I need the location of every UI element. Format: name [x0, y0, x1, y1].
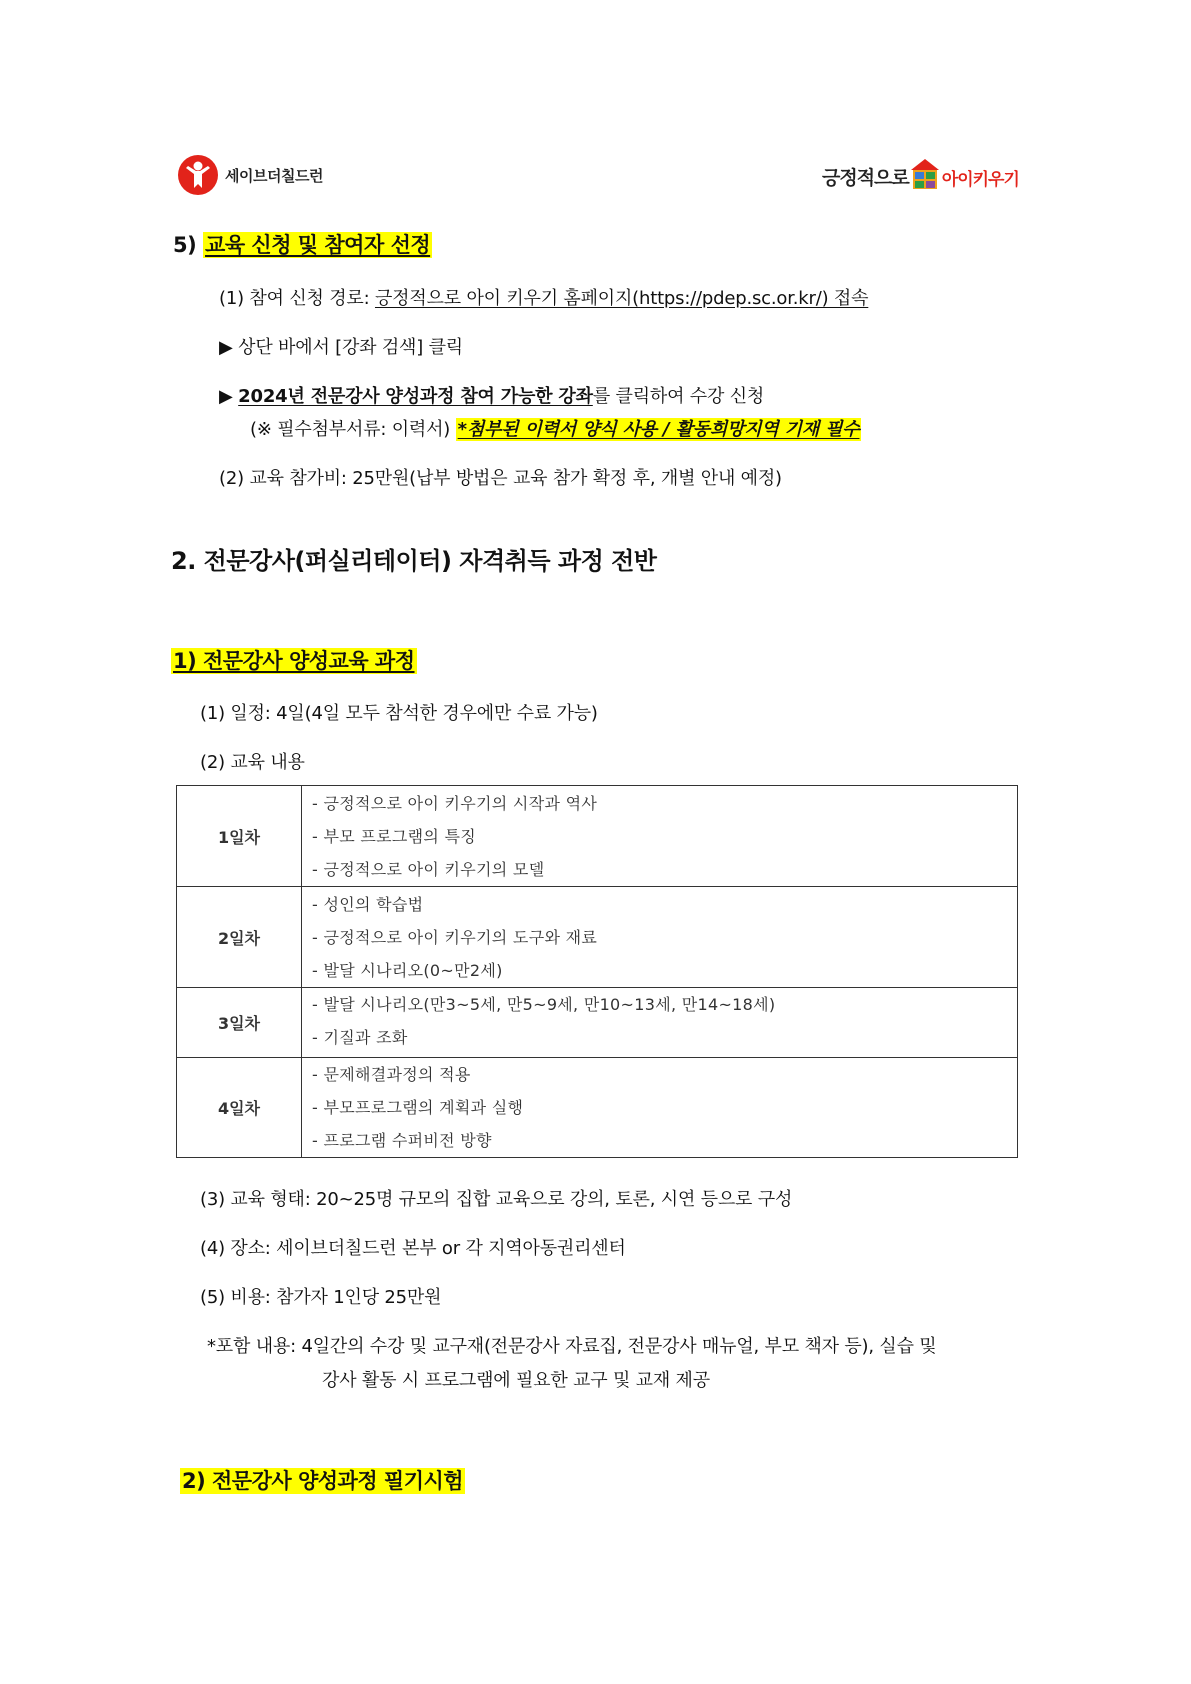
- step-apply-course: [219, 382, 764, 408]
- training-cost: (5) 비용: 참가자 1인당 25만원: [200, 1287, 442, 1308]
- participation-fee: (2) 교육 참가비: 25만원(납부 방법은 교육 참가 확정 후, 개별 안내 예정): [219, 468, 782, 489]
- list-item: - 발달 시나리오(만3~5세, 만5~9세, 만10~13세, 만14~18세): [312, 995, 776, 1014]
- list-item: - 부모 프로그램의 특징: [312, 827, 477, 846]
- positive-parenting-logo: [822, 150, 1019, 190]
- subsection-1-title: 1) 전문강사 양성교육 과정: [173, 649, 415, 673]
- course-name: 2024년 전문강사 양성과정 참여 가능한 강좌: [238, 386, 593, 407]
- day-cell: 1일차: [177, 786, 302, 887]
- application-route-label: (1) 참여 신청 경로:: [219, 288, 375, 309]
- list-item: - 프로그램 수퍼비전 방향: [312, 1131, 492, 1150]
- section-5-number: 5): [173, 233, 197, 257]
- items-cell: [302, 786, 1018, 887]
- logo-text-part2: 아이키우기: [941, 170, 1019, 190]
- house-icon: [910, 158, 940, 190]
- day-cell: 4일차: [177, 1058, 302, 1158]
- list-item: - 긍정적으로 아이 키우기의 시작과 역사: [312, 794, 598, 813]
- section-2-title: 2. 전문강사(퍼실리테이터) 자격취득 과정 전반: [171, 547, 657, 575]
- table-row: [177, 1058, 1018, 1158]
- list-item: - 긍정적으로 아이 키우기의 모델: [312, 860, 545, 879]
- training-schedule-table: [176, 785, 1018, 1158]
- subsection-1-heading: [171, 645, 417, 675]
- step-search-course: ▶ 상단 바에서 [강좌 검색] 클릭: [219, 337, 463, 358]
- list-item: - 발달 시나리오(0~만2세): [312, 961, 503, 980]
- resume-requirement: *첨부된 이력서 양식 사용 / 활동희망지역 기재 필수: [457, 419, 860, 440]
- section-5-title: 교육 신청 및 참여자 선정: [205, 233, 431, 257]
- save-the-children-icon: [177, 154, 219, 196]
- list-item: - 성인의 학습법: [312, 895, 424, 914]
- application-route: [219, 284, 868, 310]
- table-row: [177, 887, 1018, 988]
- subsection-2-heading: [180, 1465, 465, 1495]
- items-cell: [302, 988, 1018, 1058]
- subsection-2-title: 2) 전문강사 양성과정 필기시험: [182, 1469, 464, 1493]
- section-5-heading: [173, 229, 432, 259]
- day-cell: 2일차: [177, 887, 302, 988]
- required-docs-label: (※ 필수첨부서류: 이력서): [250, 419, 456, 440]
- day-cell: 3일차: [177, 988, 302, 1058]
- logo-text-part1: 긍정적으로: [822, 167, 909, 189]
- training-schedule: (1) 일정: 4일(4일 모두 참석한 경우에만 수료 가능): [200, 703, 598, 724]
- list-item: - 긍정적으로 아이 키우기의 도구와 재료: [312, 928, 598, 947]
- training-content-label: (2) 교육 내용: [200, 752, 305, 773]
- homepage-link[interactable]: 긍정적으로 아이 키우기 홈페이지(https://pdep.sc.or.kr/) 접속: [374, 288, 869, 309]
- training-place: (4) 장소: 세이브더칠드런 본부 or 각 지역아동권리센터: [200, 1238, 626, 1259]
- save-the-children-logo: [177, 152, 323, 198]
- list-item: - 기질과 조화: [312, 1028, 408, 1047]
- table-row: [177, 786, 1018, 887]
- save-the-children-name: 세이브더칠드런: [225, 166, 323, 185]
- apply-text: 를 클릭하여 수강 신청: [592, 386, 765, 407]
- table-row: [177, 988, 1018, 1058]
- included-items-line1: *포함 내용: 4일간의 수강 및 교구재(전문강사 자료집, 전문강사 매뉴얼, 부모 책자 등), 실습 및: [207, 1336, 937, 1357]
- list-item: - 문제해결과정의 적용: [312, 1065, 471, 1084]
- included-items-line2: 강사 활동 시 프로그램에 필요한 교구 및 교재 제공: [322, 1370, 710, 1391]
- list-item: - 부모프로그램의 계획과 실행: [312, 1098, 524, 1117]
- training-format: (3) 교육 형태: 20~25명 규모의 집합 교육으로 강의, 토론, 시연 등으로 구성: [200, 1189, 793, 1210]
- items-cell: [302, 1058, 1018, 1158]
- items-cell: [302, 887, 1018, 988]
- required-documents-note: [250, 415, 861, 441]
- arrow: ▶: [219, 386, 239, 407]
